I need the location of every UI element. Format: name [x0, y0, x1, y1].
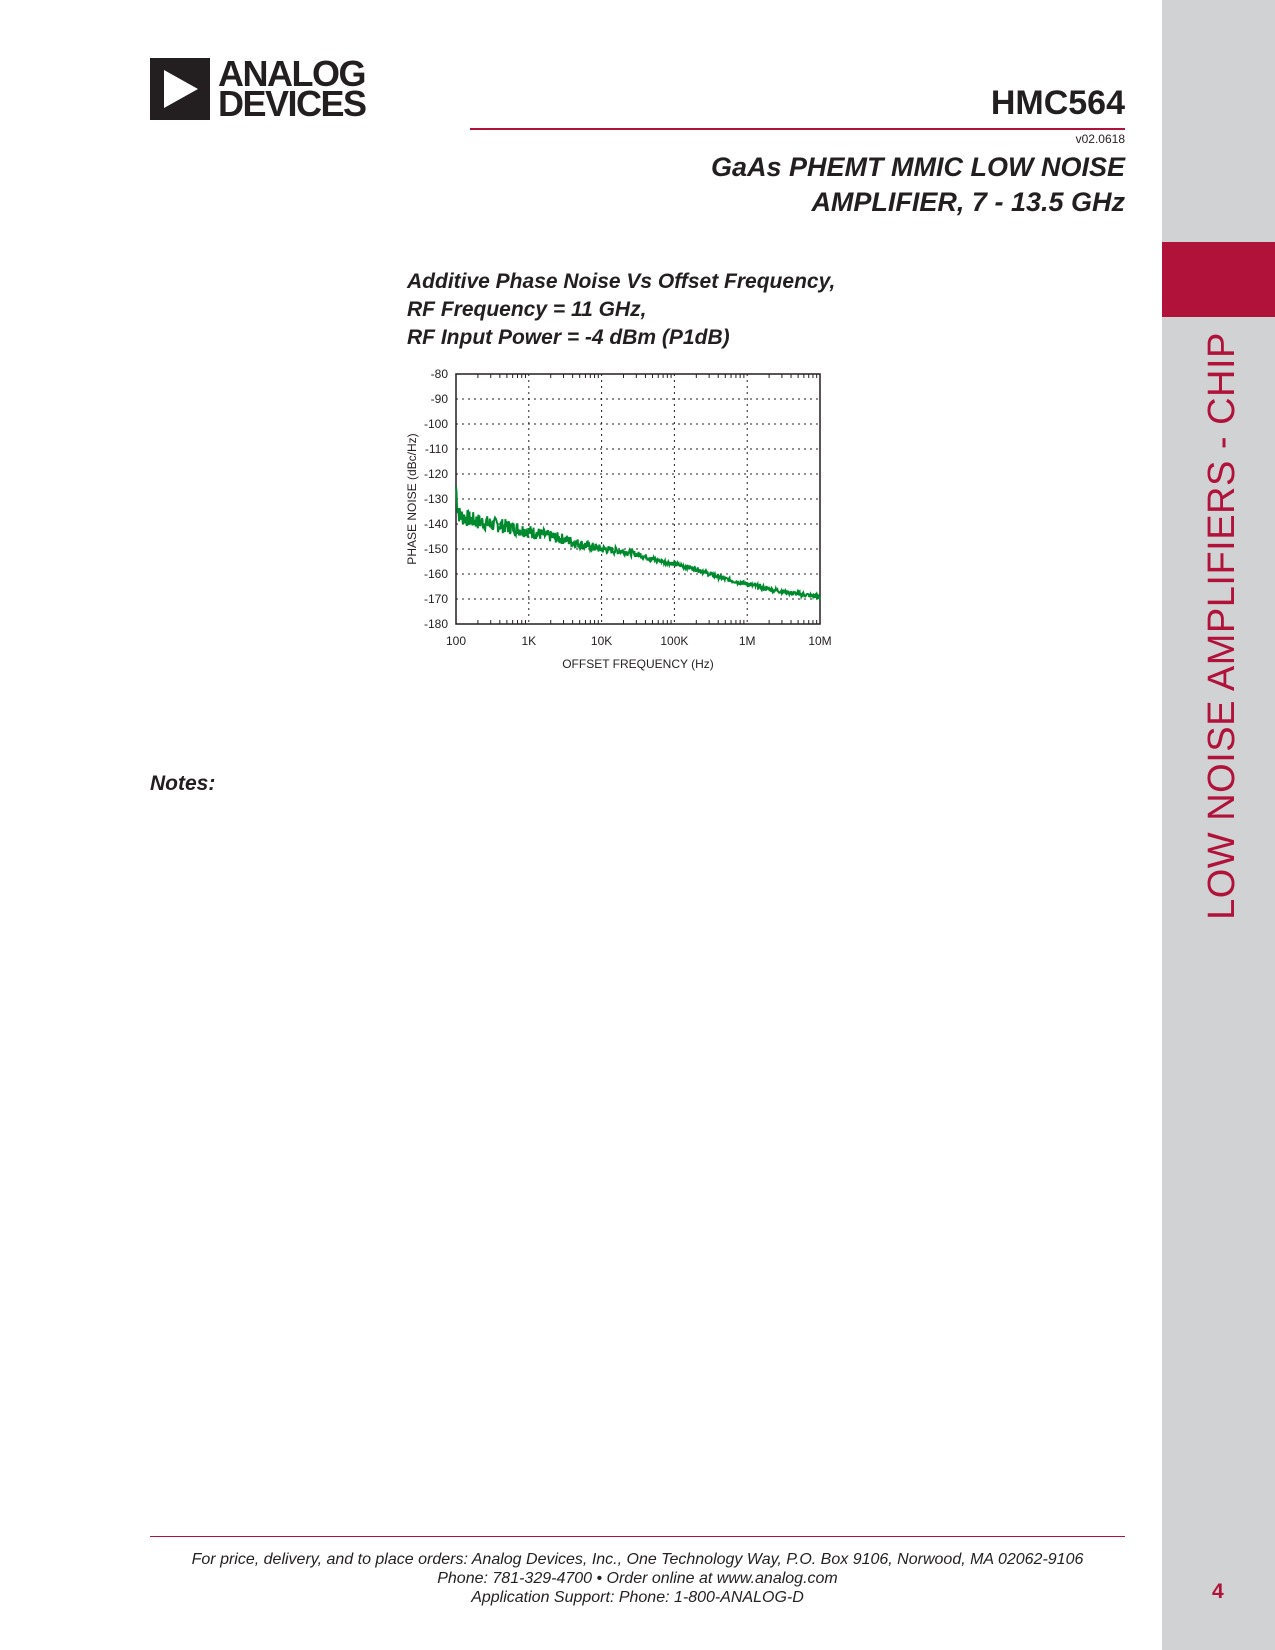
y-tick-label: -160	[423, 567, 448, 581]
logo-wordmark	[218, 53, 366, 124]
y-tick-label: -140	[423, 517, 448, 531]
chart-title	[407, 268, 835, 352]
x-tick-label: 1K	[521, 634, 537, 648]
analog-devices-logo	[150, 53, 366, 124]
product-title	[711, 150, 1125, 220]
x-axis-label: OFFSET FREQUENCY (Hz)	[562, 657, 714, 671]
y-tick-label: -150	[423, 542, 448, 556]
part-number: HMC564	[990, 84, 1125, 122]
y-tick-label: -180	[423, 617, 448, 631]
product-title-line-1: GaAs PHEMT MMIC LOW NOISE	[710, 152, 1125, 182]
y-tick-label: -130	[423, 492, 448, 506]
chart-title-line-1: Additive Phase Noise Vs Offset Frequency,	[407, 270, 836, 293]
product-title-line-2: AMPLIFIER, 7 - 13.5 GHz	[811, 187, 1125, 217]
page-number: 4	[1212, 1580, 1224, 1603]
y-tick-label: -80	[430, 367, 448, 381]
header-divider	[470, 128, 1125, 130]
phase-noise-chart	[398, 362, 848, 682]
y-tick-label: -90	[430, 392, 448, 406]
sidebar-category-label: LOW NOISE AMPLIFIERS - CHIP	[1200, 332, 1243, 920]
y-tick-label: -110	[424, 442, 448, 456]
x-tick-label: 100K	[660, 634, 689, 648]
chart-title-line-2: RF Frequency = 11 GHz,	[407, 298, 647, 321]
footer-line-1: For price, delivery, and to place orders: Analog Devices, Inc., One Technology Way, P.O. Box 9106, Norwood, MA 02062-9106	[191, 1551, 1084, 1568]
y-tick-label: -100	[423, 417, 448, 431]
x-tick-label: 1M	[738, 634, 756, 648]
footer-line-3: Application Support: Phone: 1-800-ANALOG-D	[471, 1589, 804, 1606]
notes-heading: Notes:	[150, 772, 216, 795]
footer-line-2: Phone: 781-329-4700 • Order online at www.analog.com	[437, 1570, 838, 1587]
footer-divider	[150, 1536, 1125, 1537]
chart-title-line-3: RF Input Power = -4 dBm (P1dB)	[407, 326, 730, 349]
y-tick-label: -120	[423, 467, 448, 481]
x-tick-label: 10M	[808, 634, 832, 648]
version-label: v02.0618	[1075, 132, 1125, 146]
sidebar-tab-marker	[1162, 242, 1275, 317]
footer	[150, 1550, 1125, 1607]
y-tick-label: -170	[423, 592, 448, 606]
phase-noise-series-line	[456, 487, 820, 598]
x-tick-label: 100	[445, 634, 467, 648]
logo-line-1: ANALOG	[218, 53, 365, 94]
logo-triangle-icon	[150, 58, 210, 120]
logo-line-2: DEVICES	[218, 83, 366, 124]
x-tick-label: 10K	[590, 634, 613, 648]
y-axis-label: PHASE NOISE (dBc/Hz)	[405, 433, 419, 565]
